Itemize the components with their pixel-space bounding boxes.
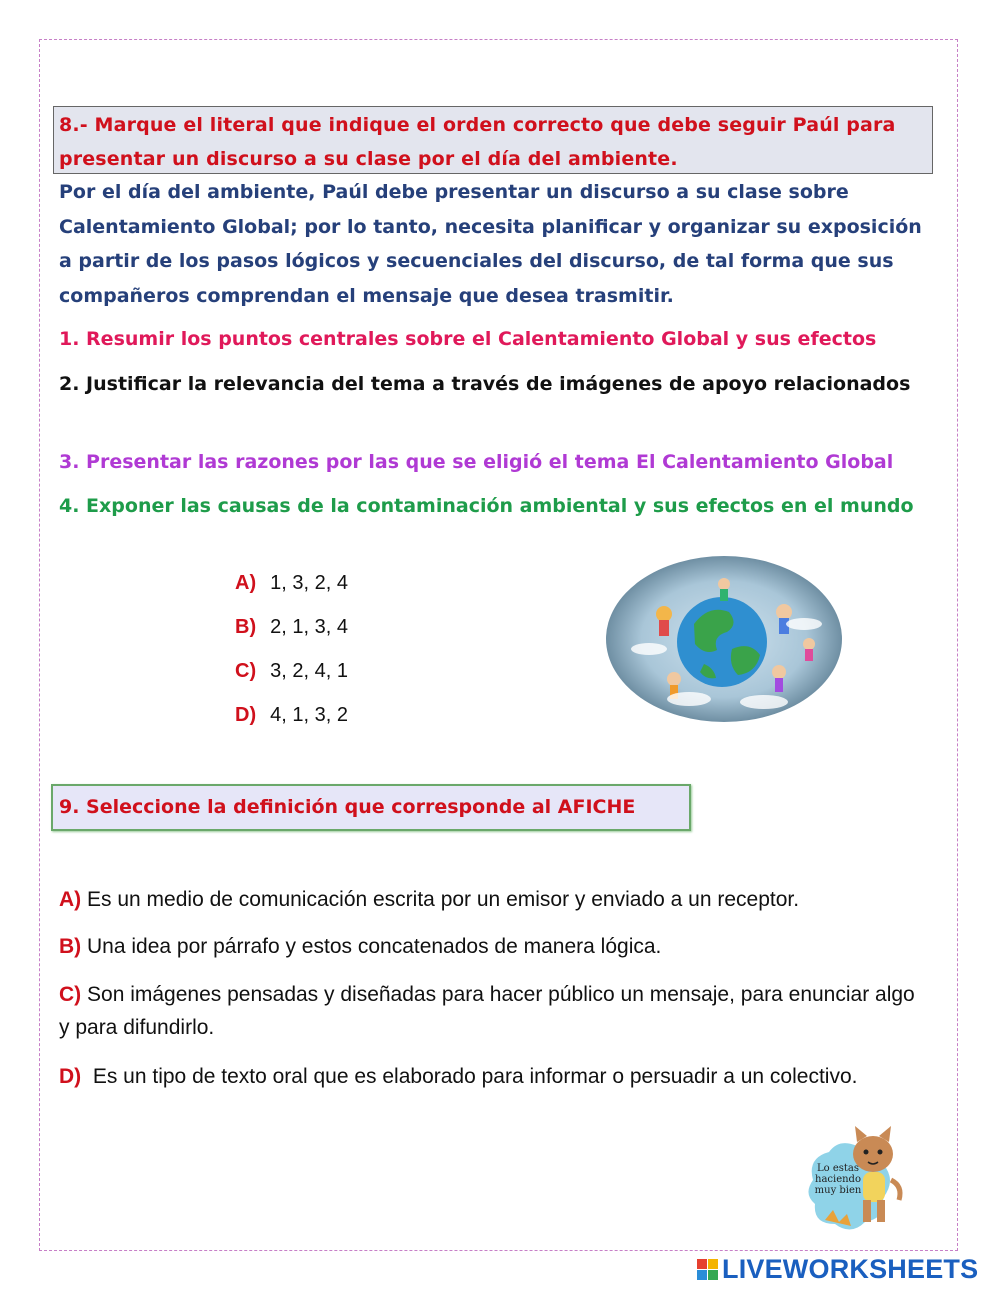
option-a-text: 1, 3, 2, 4 [270,572,348,594]
step-4: 4. Exponer las causas de la contaminación ambiental y sus efectos en el mundo [59,495,914,517]
option-a-label: A) [235,572,257,594]
answer-d[interactable] [59,1060,919,1093]
answer-c[interactable] [59,978,919,1044]
earth-illustration [604,554,844,724]
answer-c-text: Son imágenes pensadas y diseñadas para hacer público un mensaje, para enunciar algo y para difundirlo. [59,983,915,1039]
answer-b[interactable] [59,930,919,963]
answer-c-label: C) [59,983,82,1006]
answer-d-text: Es un tipo de texto oral que es elaborado para informar o persuadir a un colectivo. [92,1065,858,1088]
question-8-intro: Por el día del ambiente, Paúl debe presentar un discurso a su clase sobre Calentamiento Global; por lo tanto, necesita planificar y organizar su exposición a partir de los pasos lógicos y secuenciales del discurso, de tal forma que sus compañeros comprendan el mensaje que desea trasmitir. [59,181,922,307]
option-c-text: 3, 2, 4, 1 [270,660,348,682]
answer-b-label: B) [59,935,82,958]
step-1: 1. Resumir los puntos centrales sobre el Calentamiento Global y sus efectos [59,328,877,350]
option-d-text: 4, 1, 3, 2 [270,704,348,726]
option-b-label: B) [235,616,257,638]
option-a[interactable] [235,568,348,598]
logo-text: LIVEWORKSHEETS [722,1253,979,1284]
option-c-label: C) [235,660,257,682]
logo-squares-icon [697,1259,718,1280]
option-d-label: D) [235,704,257,726]
step-3: 3. Presentar las razones por las que se eligió el tema El Calentamiento Global [59,451,894,473]
answer-a[interactable] [59,883,919,916]
option-b[interactable] [235,612,348,642]
sticker-text: Lo estas haciendo muy bien [814,1163,862,1196]
question-8-title: 8.- Marque el literal que indique el orden correcto que debe seguir Paúl para presentar un discurso a su clase por el día del ambiente. [59,114,896,170]
liveworksheets-logo[interactable] [697,1254,978,1284]
option-c[interactable] [235,656,348,686]
answer-b-text: Una idea por párrafo y estos concatenados de manera lógica. [87,935,662,958]
option-d[interactable] [235,700,348,730]
answer-a-label: A) [59,888,82,911]
answer-a-text: Es un medio de comunicación escrita por un emisor y enviado a un receptor. [87,888,800,911]
question-9-title: 9. Seleccione la definición que corresponde al AFICHE [59,796,636,818]
option-b-text: 2, 1, 3, 4 [270,616,348,638]
answer-d-label: D) [59,1065,82,1088]
step-2: 2. Justificar la relevancia del tema a través de imágenes de apoyo relacionados [59,373,911,395]
